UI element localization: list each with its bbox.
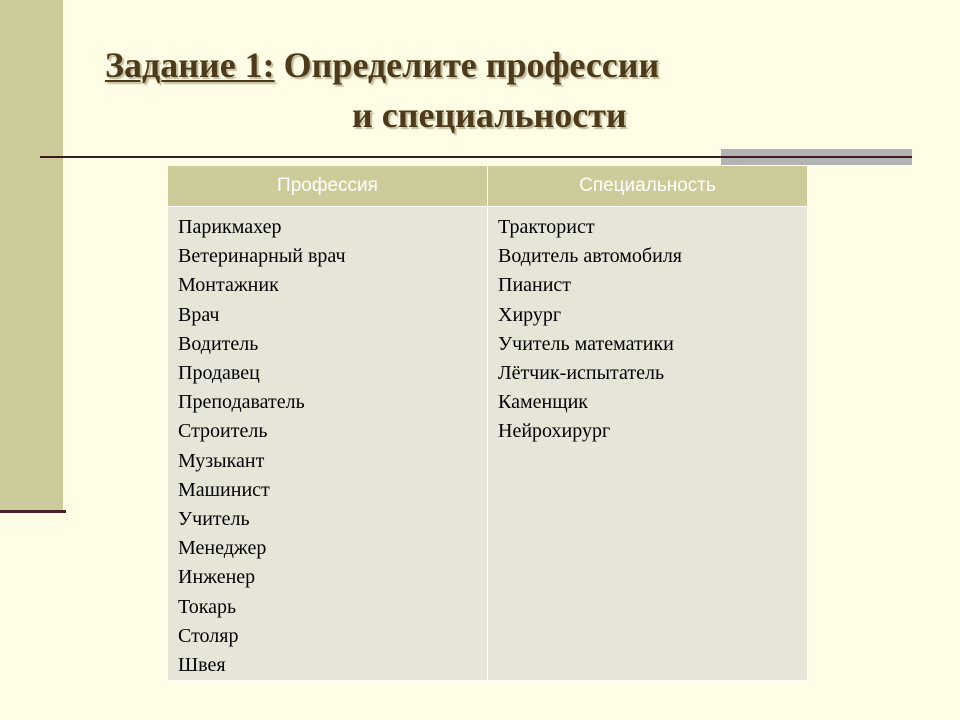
list-item: Ветеринарный врач	[178, 245, 346, 268]
table-body-row	[168, 207, 808, 681]
header-specialty: Специальность	[488, 166, 808, 207]
title-line-1: Определите профессии	[283, 45, 660, 85]
list-item: Инженер	[178, 566, 256, 589]
professions-cell	[168, 207, 488, 681]
list-item: Швея	[178, 654, 226, 677]
professions-table	[167, 165, 808, 681]
left-bar-underline	[0, 510, 66, 513]
list-item: Монтажник	[178, 274, 279, 297]
table-header-row	[168, 166, 808, 207]
list-item: Водитель	[178, 332, 259, 355]
list-item: Лётчик-испытатель	[498, 362, 665, 385]
slide-title	[105, 40, 845, 140]
list-item: Столяр	[178, 624, 239, 647]
list-item: Менеджер	[178, 537, 267, 560]
list-item: Токарь	[178, 595, 237, 618]
list-item: Учитель математики	[498, 332, 674, 355]
divider-accent-block	[721, 149, 912, 165]
list-item: Продавец	[178, 362, 260, 385]
professions-list	[178, 213, 477, 680]
list-item: Машинист	[178, 478, 270, 501]
left-decorative-bar	[0, 0, 63, 512]
list-item: Хирург	[498, 303, 562, 326]
list-item: Нейрохирург	[498, 420, 611, 443]
list-item: Учитель	[178, 508, 250, 531]
header-profession: Профессия	[168, 166, 488, 207]
list-item: Преподаватель	[178, 391, 305, 414]
list-item: Каменщик	[498, 391, 589, 414]
list-item: Тракторист	[498, 216, 595, 238]
title-line-2: и специальности	[352, 95, 627, 135]
list-item: Строитель	[178, 420, 268, 443]
specialties-cell	[488, 207, 808, 681]
specialties-list	[498, 213, 797, 447]
list-item: Парикмахер	[178, 216, 282, 238]
list-item: Музыкант	[178, 449, 265, 472]
list-item: Врач	[178, 303, 220, 326]
title-prefix: Задание 1:	[105, 45, 275, 85]
list-item: Водитель автомобиля	[498, 245, 682, 268]
list-item: Пианист	[498, 274, 572, 297]
